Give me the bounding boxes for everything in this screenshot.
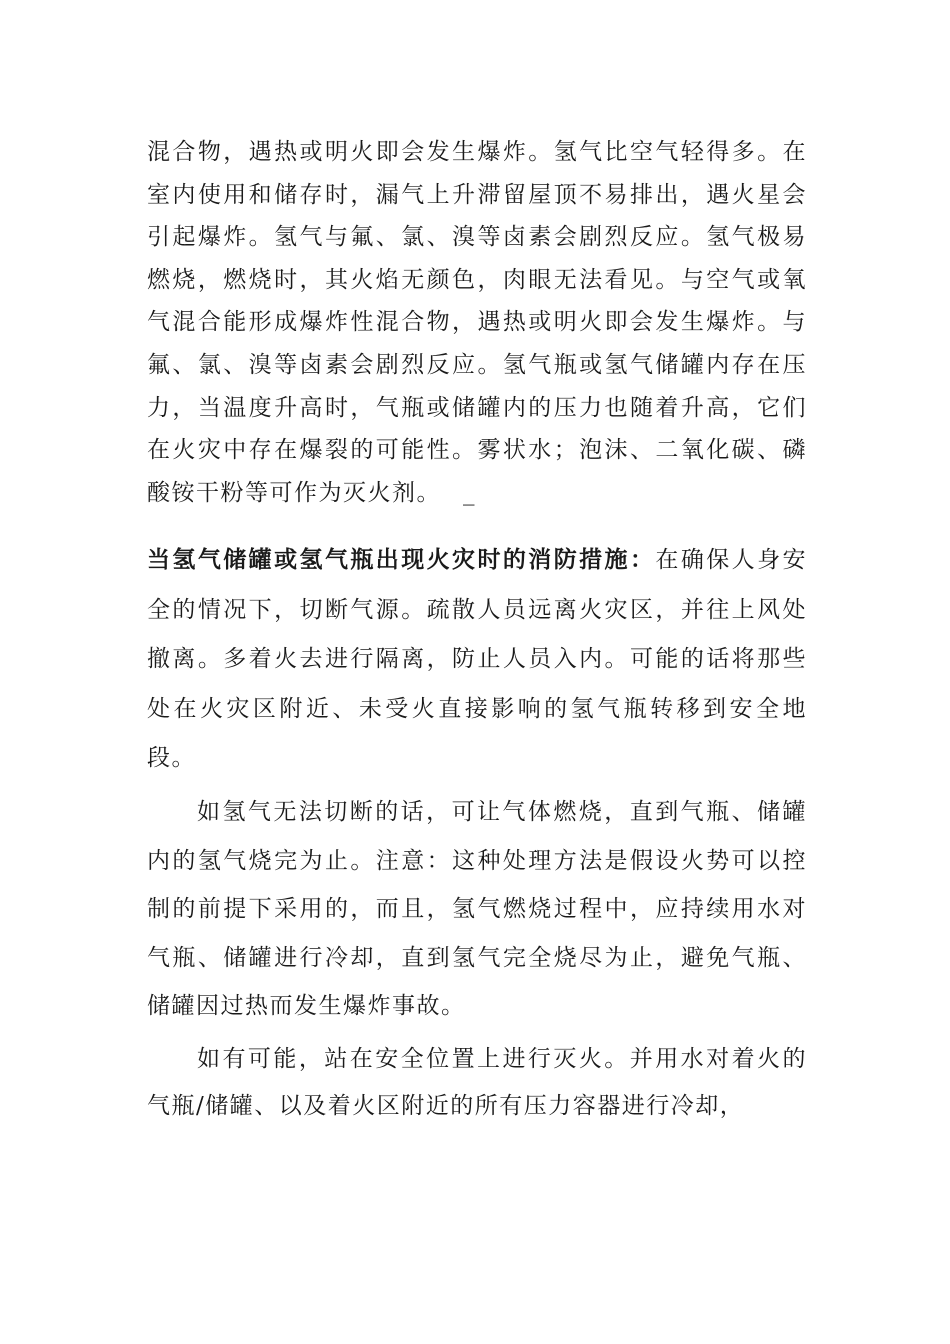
text-cursor-mark: _ [463,479,475,506]
paragraph-heading: 当氢气储罐或氢气瓶出现火灾时的消防措施： [147,546,656,573]
paragraph-extinguish-cooling: 如有可能，站在安全位置上进行灭火。并用水对着火的气瓶/储罐、以及着火区附近的所有压力容器进行冷却， [147,1046,807,1119]
paragraph-text: 混合物，遇热或明火即会发生爆炸。氢气比空气轻得多。在室内使用和储存时，漏气上升滞留屋顶不易排出，遇火星会引起爆炸。氢气与氟、氯、溴等卤素会剧烈反应。氢气极易燃烧，燃烧时，其火焰无颜色，肉眼无法看见。与空气或氧气混合能形成爆炸性混合物，遇热或明火即会发生爆炸。与氟、氯、溴等卤素会剧烈反应。氢气瓶或氢气储罐内存在压力，当温度升高时，气瓶或储罐内的压力也随着升高，它们在火灾中存在爆裂的可能性。雾状水；泡沫、二氧化碳、磷酸铵干粉等可作为灭火剂。 [147,139,807,506]
paragraph-text: 在确保人身安全的情况下，切断气源。疏散人员远离火灾区，并往上风处撤离。多着火去进行隔离，防止人员入内。可能的话将那些处在火灾区附近、未受火直接影响的氢气瓶转移到安全地段。 [147,547,808,771]
paragraph-hazard-properties [147,131,807,514]
paragraph-fire-measures [147,535,807,784]
paragraph-controlled-burn: 如氢气无法切断的话，可让气体燃烧，直到气瓶、储罐内的氢气烧完为止。注意：这种处理方法是假设火势可以控制的前提下采用的，而且，氢气燃烧过程中，应持续用水对气瓶、储罐进行冷却，直到氢气完全烧尽为止，避免气瓶、储罐因过热而发生爆炸事故。 [147,799,807,1019]
